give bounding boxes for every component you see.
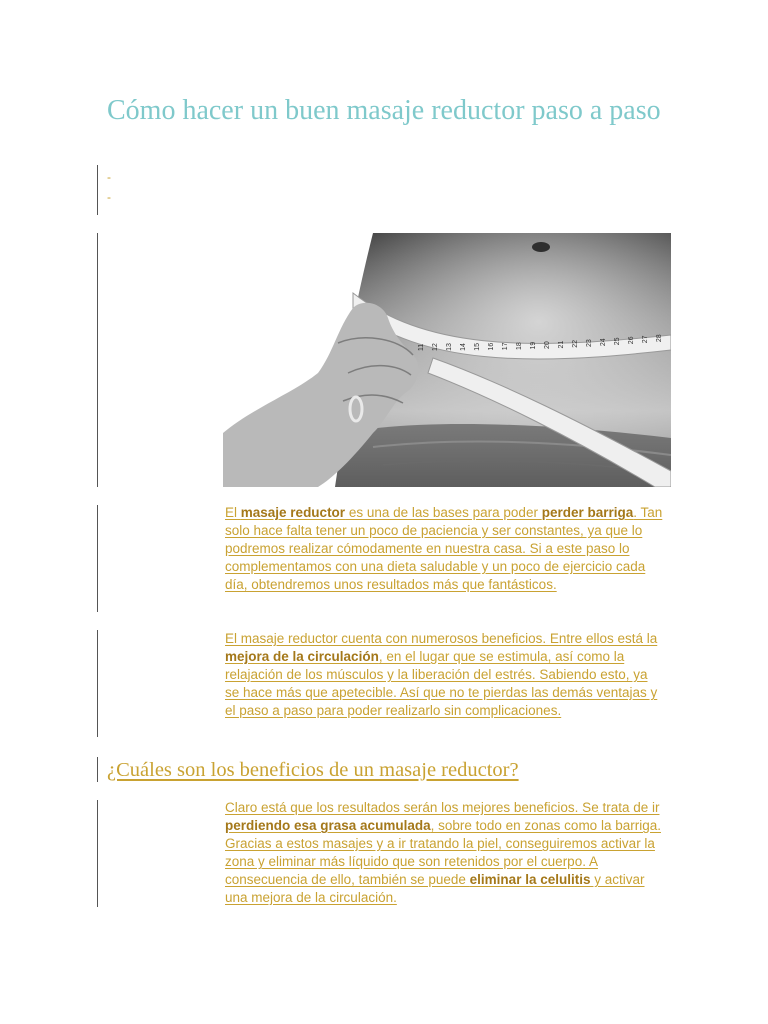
- tape-number: 23: [586, 339, 593, 347]
- tape-number: 24: [600, 338, 607, 347]
- tape-measure-waist-photo: [223, 233, 671, 487]
- tape-number: 16: [488, 342, 495, 351]
- bold-link-grasa-acumulada[interactable]: perdiendo esa grasa acumulada: [225, 818, 431, 833]
- dash-item[interactable]: -: [107, 190, 111, 204]
- tape-number: 21: [558, 340, 565, 349]
- tape-number: 12: [432, 343, 439, 351]
- tape-number: 26: [628, 336, 635, 345]
- bold-link-eliminar-celulitis[interactable]: eliminar la celulitis: [469, 872, 591, 887]
- margin-bar: [97, 505, 98, 612]
- bold-link-perder-barriga[interactable]: perder barriga: [541, 505, 634, 520]
- paragraph-benefits-intro[interactable]: [225, 630, 665, 720]
- text-span: es una de las bases para poder: [345, 505, 542, 520]
- tape-number: 18: [516, 342, 523, 350]
- tape-number: 17: [502, 342, 509, 351]
- tape-number: 20: [544, 341, 551, 350]
- margin-bar: [97, 800, 98, 907]
- text-span: . Tan solo hace falta tener un poco de paciencia y ser constantes, ya que lo podremos realizar cómodamente en nuestra casa. Si a este paso lo complementamos con una dieta saludable y un poco de ejercicio cada día, obtendremos unos resultados más que fantásticos.: [225, 505, 663, 592]
- tape-number: 15: [474, 342, 481, 351]
- section-heading-beneficios[interactable]: ¿Cuáles son los beneficios de un masaje reductor?: [107, 759, 519, 781]
- paragraph-intro[interactable]: [225, 504, 665, 594]
- text-span: Claro está que los resultados serán los mejores beneficios. Se trata de ir: [225, 800, 660, 815]
- text-span: y activar una mejora de la circulación.: [225, 872, 645, 905]
- tape-number: 13: [446, 343, 453, 351]
- margin-bar: [97, 165, 98, 215]
- text-span: El masaje reductor cuenta con numerosos beneficios. Entre ellos está la: [225, 631, 658, 646]
- text-span: , sobre todo en zonas como la barriga. Gracias a estos masajes y a ir tratando la piel, conseguiremos activar la zona y eliminar más líquido que son retenidos por el cuerpo. A consecuencia de ello, también se puede: [225, 818, 661, 887]
- tape-number: 22: [572, 339, 579, 348]
- paragraph-results[interactable]: [225, 799, 665, 907]
- dash-item[interactable]: -: [107, 170, 111, 184]
- tape-number: 28: [656, 334, 663, 343]
- tape-number: 27: [642, 335, 649, 344]
- text-span: , en el lugar que se estimula, así como la relajación de los músculos y la liberación del estrés. Sabiendo esto, ya se hace más que apetecible. Así que no te pierdas las demás ventajas y el paso a paso para poder realizarlo sin complicaciones.: [225, 649, 658, 718]
- tape-number: 14: [460, 343, 467, 351]
- hero-image: [223, 233, 671, 487]
- text-span: El: [225, 505, 241, 520]
- article-title: Cómo hacer un buen masaje reductor paso a paso: [107, 95, 661, 126]
- tape-number: 19: [530, 341, 537, 350]
- bold-link-mejora-circulacion[interactable]: mejora de la circulación: [225, 649, 379, 664]
- bold-link-masaje-reductor[interactable]: masaje reductor: [240, 505, 346, 520]
- margin-bar: [97, 630, 98, 737]
- margin-bar: [97, 233, 98, 487]
- tape-number: 25: [614, 337, 621, 346]
- tape-number: 11: [418, 343, 425, 351]
- margin-bar: [97, 757, 98, 782]
